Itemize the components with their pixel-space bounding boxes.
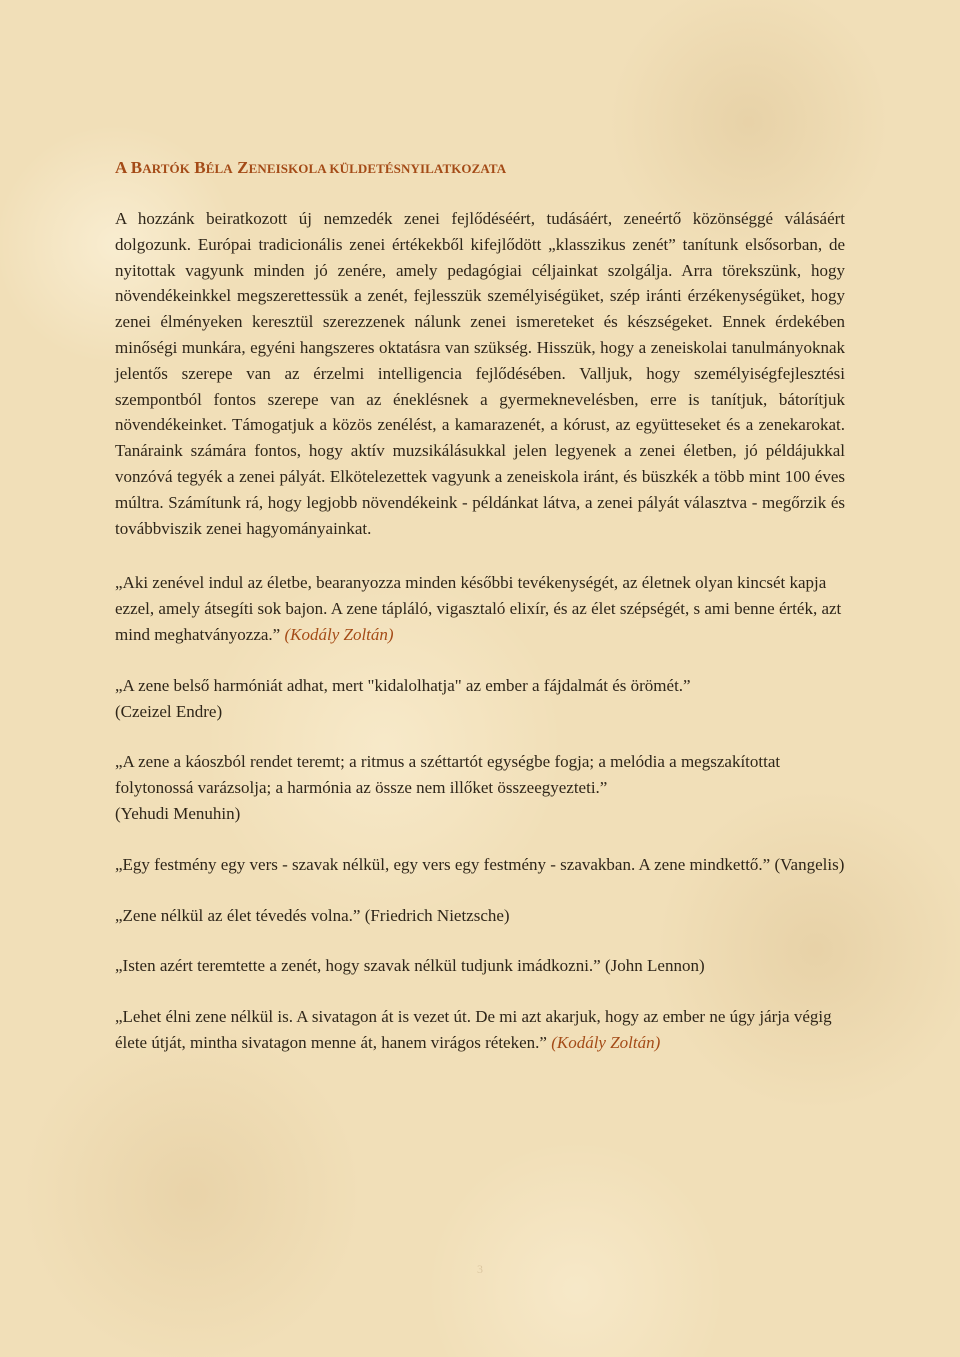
quote-czeizel: [115, 673, 845, 725]
page-content: [115, 158, 845, 1056]
quote-kodaly-2: [115, 1004, 845, 1056]
quote-vangelis: [115, 852, 845, 878]
quote-lennon: [115, 953, 845, 979]
quote-author: (Yehudi Menuhin): [115, 803, 241, 823]
quote-nietzsche: [115, 903, 845, 929]
quote-author: (Kodály Zoltán): [284, 624, 394, 644]
page-title: [115, 158, 845, 178]
mission-statement: A hozzánk beiratkozott új nemzedék zenei fejlődéséért, tudásáért, zeneértő közönséggé válásáért dolgozunk. Európai tradicionális zenei értékekből kifejlődött „klasszikus zenét” tanítunk elsősorban, de nyitottak vagyunk minden jó zenére, amely pedagógiai céljainkat szolgálja. Arra törekszünk, hogy növendékeinkkel megszerettessük a zenét, fejlesszük személyiségüket, szép iránti érzékenységüket, hogy zenei élményeken keresztül szerezzenek nálunk zenei ismereteket és készségeket. Ennek érdekében minőségi munkára, egyéni hangszeres oktatásra van szükség. Hisszük, hogy a zeneiskolai tanulmányoknak jelentős szerepe van az érzelmi intelligencia fejlődésében. Valljuk, hogy személyiségfejlesztési szempontból fontos szerepe van az éneklésnek a gyermeknevelésben, erre is tanítjuk, bátorítjuk növendékeinket. Támogatjuk a közös zenélést, a kamarazenét, a kórust, az együtteseket és a zenekarokat. Tanáraink számára fontos, hogy aktív muzsikálásukkal jelen legyenek a zenei életben, jó példájukkal vonzóvá tegyék a zenei pályát. Elkötelezettek vagyunk a zeneiskola iránt, és büszkék a több mint 100 éves múltra. Számítunk rá, hogy legjobb növendékeink - példánkat látva, a zenei pályát választva - megőrzik és továbbviszik zenei hagyományainkat.: [115, 209, 845, 538]
heading-smallcaps: ENEISKOLA KÜLDETÉSNYILATKOZATA: [248, 161, 507, 176]
quote-author: (Czeizel Endre): [115, 701, 223, 721]
quote-text: „A zene belső harmóniát adhat, mert "kidalolhatja" az ember a fájdalmát és örömét.”: [115, 675, 691, 695]
quote-text: „Isten azért teremtette a zenét, hogy szavak nélkül tudjunk imádkozni.”: [115, 956, 601, 976]
quote-text: „Zene nélkül az élet tévedés volna.”: [115, 905, 361, 925]
quote-text: „Lehet élni zene nélkül is. A sivatagon át is vezet út. De mi azt akarjuk, hogy az ember ne úgy járja végig élete útját, mintha sivatagon menne át, hanem virágos réteken.”: [115, 1007, 832, 1052]
heading-smallcaps: ÉLA: [205, 161, 233, 176]
quote-text: „A zene a káoszból rendet teremt; a ritmus a széttartót egységbe fogja; a melódia a megszakítottat folytonossá varázsolja; a harmónia az össze nem illőket összeegyezteti.”: [115, 752, 781, 798]
heading-part: Z: [232, 158, 249, 177]
quote-author: (John Lennon): [604, 956, 705, 976]
quote-author: (Friedrich Nietzsche): [364, 905, 510, 925]
quote-menuhin: [115, 749, 845, 826]
heading-smallcaps: ARTÓK: [142, 161, 190, 176]
quote-author: (Kodály Zoltán): [551, 1032, 661, 1052]
heading-part: B: [189, 158, 206, 177]
quote-text: „Egy festmény egy vers - szavak nélkül, egy vers egy festmény - szavakban. A zene mindkettő.”: [115, 854, 771, 874]
quote-author: (Vangelis): [774, 854, 845, 874]
quote-kodaly-1: [115, 570, 845, 647]
quote-text: „Aki zenével indul az életbe, bearanyozza minden későbbi tevékenységét, az életnek olyan kincsét kapja ezzel, amely átsegíti sok bajon. A zene tápláló, vigasztaló elixír, és az élet szépségét, s ami benne érték, azt mind meghatványozza.”: [115, 573, 842, 644]
heading-part: A B: [115, 158, 143, 177]
page-number: 3: [477, 1262, 483, 1276]
